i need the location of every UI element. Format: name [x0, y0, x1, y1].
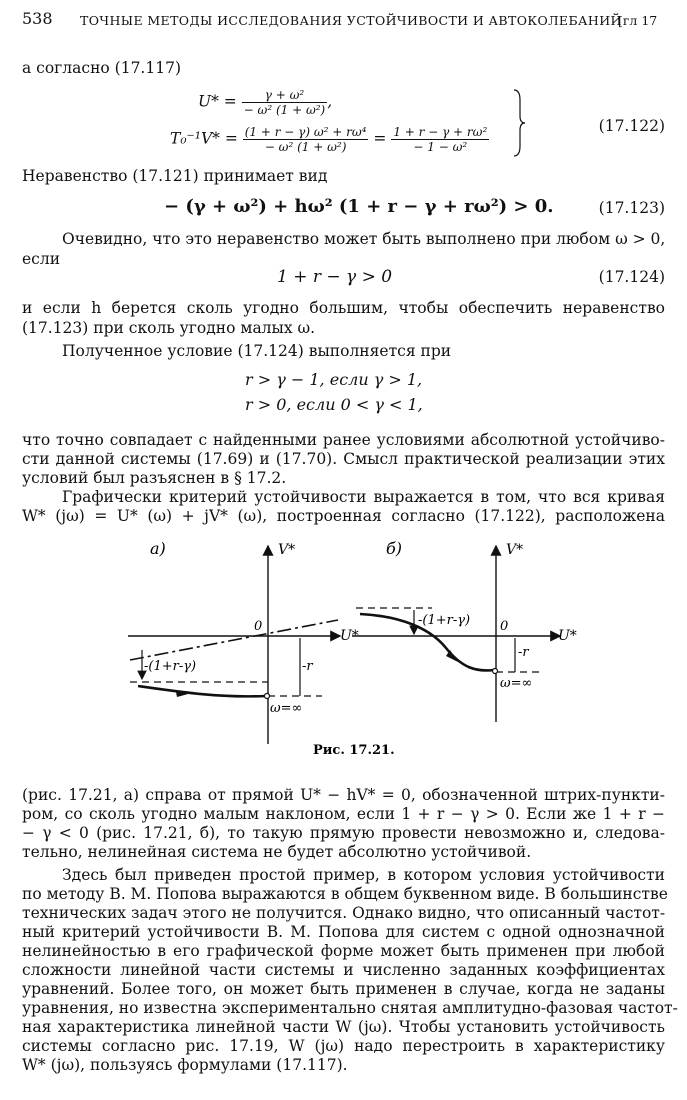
panel-b-r-label: -r: [518, 645, 529, 660]
eq122-l2-lhs: T₀⁻¹V* =: [170, 129, 238, 148]
paragraph-8-line-5: нелинейностью в его графической форме может быть применен при любой: [22, 942, 665, 960]
panel-b-offset-label: -(1+r-γ): [418, 613, 471, 628]
paragraph-5-line-2: сти данной системы (17.69) и (17.70). Смысл практической реализации этих: [22, 450, 665, 468]
eq122-l2-fraction-2: $\frac{\text{1 + r − γ + rω²}}{\text{− 1 − ω²}}$: [393, 125, 488, 154]
panel-b-u-axis-label: U*: [558, 628, 577, 644]
eq124-number: (17.124): [598, 268, 665, 286]
running-title: ТОЧНЫЕ МЕТОДЫ ИССЛЕДОВАНИЯ УСТОЙЧИВОСТИ И АВТОКОЛЕБАНИЙ: [80, 13, 622, 28]
figure-caption: Рис. 17.21.: [313, 743, 395, 758]
paragraph-6-line-1: Графически критерий устойчивости выражается в том, что вся кривая: [62, 488, 665, 506]
paragraph-2-line-2: если: [22, 250, 61, 268]
eq122-l1-lhs: U* =: [198, 92, 237, 111]
paragraph-8-line-3: технических задач этого не получится. Однако видно, что описанный частот-: [22, 904, 666, 922]
condition-1: r > γ − 1, если γ > 1,: [245, 370, 423, 389]
equation-17-123: − (γ + ω²) + hω² (1 + r − γ + rω²) > 0.: [164, 196, 554, 217]
panel-a: [128, 539, 359, 744]
panel-a-curve: [138, 686, 266, 696]
paragraph-2-line-1: Очевидно, что это неравенство может быть выполнено при любом ω > 0,: [62, 230, 666, 248]
panel-a-omega-label: ω=∞: [270, 701, 303, 716]
paragraph-8-line-4: ный критерий устойчивости В. М. Попова для систем с одной однозначной: [22, 923, 665, 941]
condition-2: r > 0, если 0 < γ < 1,: [245, 395, 423, 414]
panel-b-omega-label: ω=∞: [500, 676, 533, 691]
intro-line: а согласно (17.117): [22, 59, 181, 77]
figure-17-21: [0, 532, 687, 762]
panel-a-u-axis-label: U*: [340, 628, 359, 644]
page-number: 538: [22, 9, 53, 28]
panel-b-origin: 0: [500, 619, 509, 634]
paragraph-1: Неравенство (17.121) принимает вид: [22, 167, 328, 185]
paragraph-8-line-11: W* (jω), пользуясь формулами (17.117).: [22, 1056, 348, 1074]
paragraph-8-line-6: сложности линейной части системы и численно заданных коэффициентах: [22, 961, 665, 979]
paragraph-6-line-2: W* (jω) = U* (ω) + jV* (ω), построенная согласно (17.122), расположена: [22, 507, 665, 525]
paragraph-8-line-8: уравнения, но известна экспериментально снятая амплитудно-фазовая частот-: [22, 999, 678, 1017]
eq122-number: (17.122): [598, 117, 665, 135]
panel-b: [352, 539, 577, 722]
paragraph-8-line-2: по методу В. М. Попова выражаются в общем буквенном виде. В большинстве: [22, 885, 668, 903]
panel-b-label: б): [386, 539, 403, 558]
chapter-ref: [гл 17: [618, 13, 658, 28]
right-brace: [512, 88, 526, 158]
panel-a-label: а): [150, 539, 166, 558]
paragraph-5-line-3: условий был разъяснен в § 17.2.: [22, 469, 287, 487]
eq123-number: (17.123): [598, 199, 665, 217]
paragraph-8-line-9: ная характеристика линейной части W (jω). Чтобы установить устойчивость: [22, 1018, 665, 1036]
paragraph-7-line-2: ром, со сколь угодно малым наклоном, если 1 + r − γ > 0. Если же 1 + r −: [22, 805, 665, 823]
paragraph-3-line-2: (17.123) при сколь угодно малых ω.: [22, 319, 316, 337]
paragraph-7-line-3: − γ < 0 (рис. 17.21, б), то такую прямую провести невозможно и, следова-: [22, 824, 665, 842]
paragraph-4: Полученное условие (17.124) выполняется при: [62, 342, 452, 360]
panel-a-offset-label: -(1+r-γ): [144, 659, 197, 674]
paragraph-7-line-4: тельно, нелинейная система не будет абсолютно устойчивой.: [22, 843, 532, 861]
paragraph-8-line-7: уравнений. Более того, он может быть применен в случае, когда не заданы: [22, 980, 665, 998]
panel-a-popov-line: [130, 620, 338, 660]
eq122-l1-fraction: $\frac{\text{γ + ω²}}{\text{− ω² (1 + ω²)}}$: [243, 88, 326, 117]
paragraph-8-line-1: Здесь был приведен простой пример, в котором условия устойчивости: [62, 866, 665, 884]
paragraph-5-line-1: что точно совпадает с найденными ранее условиями абсолютной устойчиво-: [22, 431, 665, 449]
equation-17-124: 1 + r − γ > 0: [277, 267, 393, 287]
panel-b-v-axis-label: V*: [506, 542, 524, 558]
paragraph-3-line-1: и если h берется сколь угодно большим, чтобы обеспечить неравенство: [22, 299, 665, 317]
paragraph-7-line-1: (рис. 17.21, а) справа от прямой U* − hV* = 0, обозначенной штрих-пункти-: [22, 786, 665, 804]
panel-a-r-label: -r: [302, 659, 313, 674]
paragraph-8-line-10: системы согласно рис. 17.19, W (jω) надо перестроить в характеристику: [22, 1037, 665, 1055]
panel-a-v-axis-label: V*: [278, 542, 296, 558]
panel-a-origin: 0: [254, 619, 263, 634]
eq122-l2-fraction-1: $\frac{\text{(1 + r − γ) ω² + rω⁴}}{\text{− ω² (1 + ω²)}}$: [244, 125, 367, 154]
